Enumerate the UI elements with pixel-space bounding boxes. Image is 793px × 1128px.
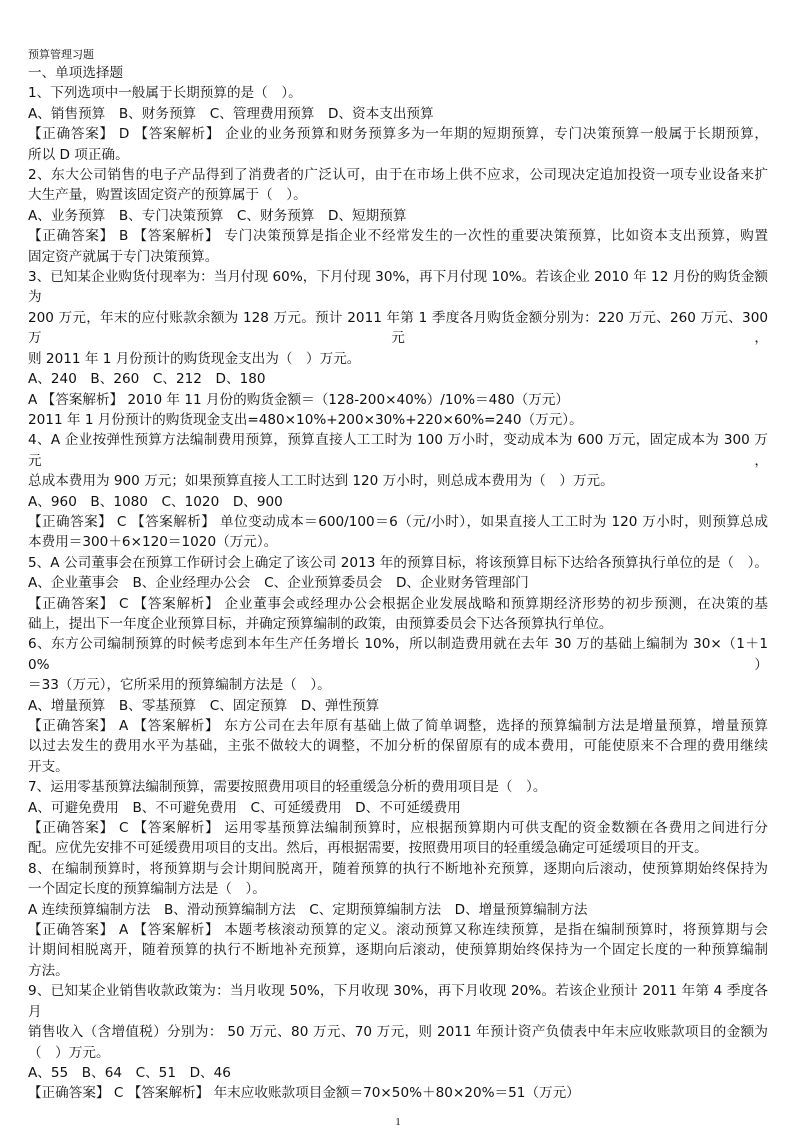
text-line: A、可避免费用 B、不可避免费用 C、可延缓费用 D、不可延缓费用	[28, 799, 461, 816]
text-line: 【正确答案】 D 【答案解析】 企业的业务预算和财务预算多为一年期的短期预算，专门决策预算一般属于长期预算，	[28, 126, 768, 143]
text-line: 所以 D 项正确。	[28, 146, 129, 163]
text-line: 4、A 企业按弹性预算方法编制费用预算，预算直接人工工时为 100 万小时，变动成本为 600 万元，固定成本为 300 万元，	[28, 432, 768, 469]
text-line: 200 万元，年末的应付账款余额为 128 万元。预计 2011 年第 1 季度各月购货金额分别为：220 万元、260 万元、300 万元，	[28, 309, 768, 347]
text-line: A、240 B、260 C、212 D、180	[28, 371, 266, 388]
text-line: 9、已知某企业销售收款政策为：当月收现 50%，下月收现 30%，再下月收现 20%。若该企业预计 2011 年第 4 季度各月	[28, 983, 768, 1020]
text-line: 固定资产就属于专门决策预算。	[28, 248, 219, 265]
text-line: 大生产量，购置该固定资产的预算属于（ ）。	[28, 187, 307, 204]
text-line: 本费用＝300＋6×120＝1020（万元）。	[28, 534, 278, 551]
text-line: 配。应优先安排不可延缓费用项目的支出。然后，再根据需要，按照费用项目的轻重缓急确定可延缓项目的开支。	[28, 840, 708, 857]
text-line: 2011 年 1 月份预计的购货现金支出=480×10%+200×30%+220×60%=240（万元）。	[28, 411, 583, 428]
text-line: A、增量预算 B、零基预算 C、固定预算 D、弹性预算	[28, 697, 380, 714]
text-line: 【正确答案】 A 【答案解析】 东方公司在去年原有基础上做了简单调整，选择的预算编制方法是增量预算，增量预算	[28, 718, 768, 734]
text-line: A 【答案解析】 2010 年 11 月份的购货金额＝（128-200×40%）/10%＝480（万元）	[28, 391, 570, 408]
text-line: 【正确答案】 C 【答案解析】 企业董事会或经理办公会根据企业发展战略和预算期经济形势的初步预测，在决策的基	[28, 595, 768, 612]
text-line: 7、运用零基预算法编制预算，需要按照费用项目的轻重缓急分析的费用项目是（ ）。	[28, 779, 547, 796]
document-title: 预算管理习题	[28, 48, 94, 61]
text-line: 2、东大公司销售的电子产品得到了消费者的广泛认可，由于在市场上供不应求，公司现决定追加投资一项专业设备来扩	[28, 167, 768, 184]
text-line: 方法。	[28, 962, 69, 979]
text-line: 础上，提出下一年度企业预算目标，并确定预算编制的政策，由预算委员会下达各预算执行单位。	[28, 615, 613, 632]
text-line: 5、A 公司董事会在预算工作研讨会上确定了该公司 2013 年的预算目标，将该预算目标下达给各预算执行单位的是（ ）。	[28, 554, 768, 571]
text-line: A、960 B、1080 C、1020 D、900	[28, 493, 283, 510]
text-line: 开支。	[28, 758, 69, 775]
text-line: （ ）万元。	[28, 1044, 110, 1061]
text-line: A、销售预算 B、财务预算 C、管理费用预算 D、资本支出预算	[28, 105, 434, 122]
text-line: 【正确答案】 B 【答案解析】 专门决策预算是指企业不经常发生的一次性的重要决策预算，比如资本支出预算，购置	[28, 228, 768, 245]
text-line: 计期间相脱离开，随着预算的执行不断地补充预算，逐期向后滚动，使预算期始终保持为一个固定长度的一种预算编制	[28, 942, 768, 959]
document-body	[28, 63, 768, 1104]
text-line: 3、已知某企业购货付现率为：当月付现 60%，下月付现 30%，再下月付现 10%。若该企业 2010 年 12 月份的购货金额为	[28, 269, 768, 306]
text-line: 【正确答案】 C 【答案解析】 年末应收账款项目金额＝70×50%＋80×20%＝51（万元）	[28, 1085, 580, 1102]
text-line: 总成本费用为 900 万元；如果预算直接人工工时达到 120 万小时，则总成本费用为（ ）万元。	[28, 473, 614, 490]
text-line: 则 2011 年 1 月份预计的购货现金支出为（ ）万元。	[28, 350, 361, 367]
text-line: 6、东方公司编制预算的时候考虑到本年生产任务增长 10%，所以制造费用就在去年 30 万的基础上编制为 30×（1＋10%）	[28, 636, 768, 673]
text-line: 一、单项选择题	[28, 65, 124, 81]
text-line: 【正确答案】 A 【答案解析】 本题考核滚动预算的定义。滚动预算又称连续预算，是指在编制预算时，将预算期与会	[28, 922, 768, 939]
text-line: A、55 B、64 C、51 D、46	[28, 1064, 231, 1081]
text-line: A、业务预算 B、专门决策预算 C、财务预算 D、短期预算	[28, 207, 407, 224]
text-line: 【正确答案】 C 【答案解析】 运用零基预算法编制预算时，应根据预算期内可供支配的资金数额在各费用之间进行分	[28, 820, 768, 837]
text-line: 以过去发生的费用水平为基础，主张不做较大的调整，不加分析的保留原有的成本费用，可能使原来不合理的费用继续	[28, 738, 768, 755]
text-line: ＝33（万元），它所采用的预算编制方法是（ ）。	[28, 677, 331, 694]
text-line: 8、在编制预算时，将预算期与会计期间脱离开，随着预算的执行不断地补充预算，逐期向后滚动，使预算期始终保持为	[28, 860, 768, 877]
text-line: 1、下列选项中一般属于长期预算的是（ ）。	[28, 85, 302, 102]
text-line: 一个固定长度的预算编制方法是（ ）。	[28, 881, 266, 898]
text-line: 销售收入（含增值税）分别为： 50 万元、80 万元、70 万元，则 2011 年预计资产负债表中年末应收账款项目的金额为	[28, 1024, 768, 1041]
text-line: A 连续预算编制方法 B、滑动预算编制方法 C、定期预算编制方法 D、增量预算编制方法	[28, 901, 588, 918]
page-number: 1	[395, 1115, 401, 1128]
text-line: 【正确答案】 C 【答案解析】 单位变动成本＝600/100＝6（元/小时），如果直接人工工时为 120 万小时，则预算总成	[28, 513, 768, 530]
text-line: A、企业董事会 B、企业经理办公会 C、企业预算委员会 D、企业财务管理部门	[28, 575, 529, 592]
